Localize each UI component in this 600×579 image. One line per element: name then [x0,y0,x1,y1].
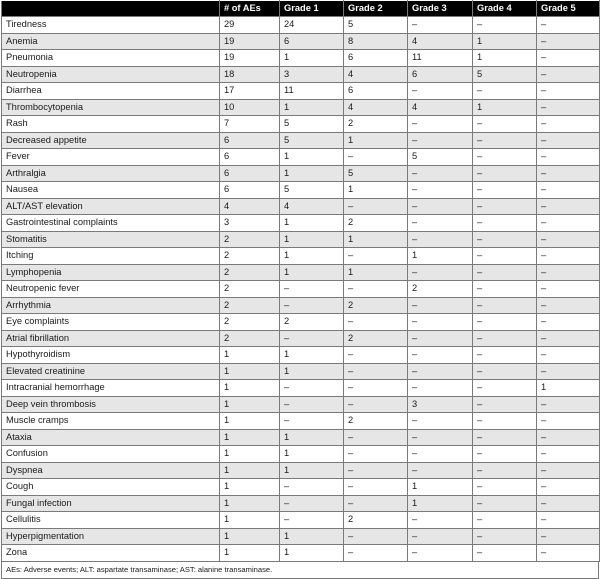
table-cell: – [473,116,537,133]
adverse-event-name: Arthralgia [2,165,220,182]
table-row [2,281,600,298]
table-cell: – [537,413,600,430]
adverse-event-name: Muscle cramps [2,413,220,430]
table-cell: – [344,281,408,298]
table-row [2,83,600,100]
table-row [2,446,600,463]
table-header [2,1,600,17]
table-cell: – [408,83,473,100]
adverse-event-name: Thrombocytopenia [2,99,220,116]
table-cell: 1 [220,380,280,397]
table-cell: 6 [344,83,408,100]
adverse-event-name: Anemia [2,33,220,50]
table-cell: – [537,99,600,116]
table-body [2,17,600,562]
table-cell: – [280,297,344,314]
table-cell: 1 [220,512,280,529]
table-cell: 6 [220,149,280,166]
table-cell: – [473,248,537,265]
table-cell: 1 [220,545,280,562]
table-cell: 2 [344,512,408,529]
table-cell: 5 [344,17,408,34]
table-cell: – [408,413,473,430]
table-cell: 1 [220,413,280,430]
table-cell: 19 [220,50,280,67]
table-cell: 3 [220,215,280,232]
table-cell: 2 [220,281,280,298]
table-cell: – [537,83,600,100]
table-cell: 4 [344,66,408,83]
table-cell: – [537,215,600,232]
table-cell: – [537,33,600,50]
table-row [2,495,600,512]
table-cell: – [408,429,473,446]
adverse-event-name: Rash [2,116,220,133]
table-cell: 1 [280,99,344,116]
table-cell: – [473,380,537,397]
table-cell: – [344,545,408,562]
header-row [2,1,600,17]
table-cell: – [408,347,473,364]
table-cell: – [344,495,408,512]
table-cell: – [537,198,600,215]
table-cell: 11 [408,50,473,67]
table-cell: 2 [408,281,473,298]
table-cell: – [344,462,408,479]
table-cell: – [537,66,600,83]
table-cell: 4 [408,33,473,50]
table-row [2,132,600,149]
adverse-events-table [1,0,600,562]
table-cell: – [344,198,408,215]
adverse-event-name: Stomatitis [2,231,220,248]
table-cell: – [473,363,537,380]
table-cell: – [473,165,537,182]
adverse-event-name: Hypothyroidism [2,347,220,364]
table-row [2,512,600,529]
table-cell: 6 [220,165,280,182]
table-cell: 10 [220,99,280,116]
table-cell: – [473,231,537,248]
adverse-event-name: Eye complaints [2,314,220,331]
table-cell: 5 [408,149,473,166]
adverse-event-name: Diarrhea [2,83,220,100]
table-row [2,33,600,50]
table-cell: 2 [344,215,408,232]
table-cell: – [537,528,600,545]
table-cell: – [280,396,344,413]
table-cell: – [473,83,537,100]
column-header-1: # of AEs [220,1,280,17]
table-cell: 1 [280,149,344,166]
table-cell: – [344,396,408,413]
table-cell: – [537,17,600,34]
table-cell: – [280,330,344,347]
table-row [2,149,600,166]
adverse-event-name: Itching [2,248,220,265]
table-cell: 11 [280,83,344,100]
table-cell: 1 [344,182,408,199]
table-cell: 8 [344,33,408,50]
table-cell: – [537,545,600,562]
table-row [2,231,600,248]
table-cell: 1 [220,446,280,463]
table-row [2,380,600,397]
table-cell: – [473,149,537,166]
table-cell: – [537,479,600,496]
table-cell: – [408,512,473,529]
table-cell: 6 [280,33,344,50]
table-cell: 1 [280,231,344,248]
table-cell: 1 [408,479,473,496]
table-cell: – [537,314,600,331]
table-cell: – [537,132,600,149]
table-cell: 5 [280,182,344,199]
adverse-event-name: Fever [2,149,220,166]
table-cell: – [344,347,408,364]
table-cell: – [280,479,344,496]
adverse-event-name: Gastrointestinal complaints [2,215,220,232]
column-header-4: Grade 3 [408,1,473,17]
table-row [2,330,600,347]
table-cell: 19 [220,33,280,50]
table-cell: – [408,363,473,380]
table-cell: 5 [473,66,537,83]
table-cell: – [473,413,537,430]
table-cell: 1 [280,462,344,479]
table-cell: 4 [280,198,344,215]
table-cell: – [473,330,537,347]
table-cell: 1 [220,479,280,496]
table-cell: – [537,462,600,479]
table-cell: 1 [280,545,344,562]
table-cell: 1 [280,165,344,182]
table-cell: 1 [220,462,280,479]
table-cell: 4 [344,99,408,116]
table-cell: – [408,380,473,397]
table-cell: 2 [280,314,344,331]
table-cell: 2 [344,116,408,133]
table-row [2,545,600,562]
table-cell: – [537,512,600,529]
table-cell: – [537,495,600,512]
table-row [2,165,600,182]
column-header-6: Grade 5 [537,1,600,17]
table-cell: – [408,215,473,232]
table-row [2,116,600,133]
table-row [2,462,600,479]
table-cell: – [473,347,537,364]
adverse-event-name: Cellulitis [2,512,220,529]
adverse-event-name: Fungal infection [2,495,220,512]
table-cell: – [408,545,473,562]
table-cell: – [537,116,600,133]
table-cell: – [473,314,537,331]
table-cell: 4 [408,99,473,116]
table-cell: 1 [344,132,408,149]
table-row [2,248,600,265]
adverse-event-name: Neutropenic fever [2,281,220,298]
table-cell: – [473,132,537,149]
table-cell: – [537,165,600,182]
table-cell: 1 [537,380,600,397]
table-cell: 5 [280,116,344,133]
adverse-event-name: ALT/AST elevation [2,198,220,215]
table-cell: – [344,363,408,380]
table-row [2,314,600,331]
table-cell: 1 [344,264,408,281]
adverse-event-name: Nausea [2,182,220,199]
table-row [2,264,600,281]
table-cell: – [537,231,600,248]
table-cell: 1 [408,248,473,265]
table-row [2,429,600,446]
table-row [2,413,600,430]
table-cell: – [344,528,408,545]
table-cell: 1 [473,33,537,50]
column-header-5: Grade 4 [473,1,537,17]
table-cell: 1 [344,231,408,248]
table-cell: – [473,528,537,545]
table-row [2,66,600,83]
table-cell: – [473,396,537,413]
table-cell: – [344,314,408,331]
table-cell: – [473,198,537,215]
table-cell: 1 [280,50,344,67]
table-row [2,347,600,364]
table-cell: – [408,264,473,281]
table-row [2,297,600,314]
table-cell: – [537,396,600,413]
table-cell: – [408,297,473,314]
table-cell: – [408,198,473,215]
table-cell: – [537,446,600,463]
table-cell: 1 [280,215,344,232]
table-cell: 1 [473,50,537,67]
table-cell: – [408,132,473,149]
table-cell: – [537,363,600,380]
table-cell: 24 [280,17,344,34]
table-cell: – [537,330,600,347]
table-cell: – [344,429,408,446]
adverse-event-name: Zona [2,545,220,562]
table-cell: 6 [344,50,408,67]
adverse-event-name: Neutropenia [2,66,220,83]
table-cell: – [408,314,473,331]
table-cell: 1 [280,347,344,364]
table-cell: – [344,149,408,166]
table-cell: – [537,248,600,265]
column-header-2: Grade 1 [280,1,344,17]
table-cell: – [537,264,600,281]
table-cell: – [344,248,408,265]
table-cell: 2 [344,330,408,347]
adverse-event-name: Tiredness [2,17,220,34]
table-cell: – [473,429,537,446]
table-cell: 4 [220,198,280,215]
adverse-event-name: Decreased appetite [2,132,220,149]
table-cell: 6 [408,66,473,83]
table-cell: – [473,297,537,314]
table-cell: – [537,182,600,199]
table-cell: 1 [280,446,344,463]
table-cell: 29 [220,17,280,34]
table-row [2,396,600,413]
table-cell: 7 [220,116,280,133]
table-cell: – [280,495,344,512]
table-cell: 2 [220,297,280,314]
table-row [2,182,600,199]
table-cell: 3 [280,66,344,83]
adverse-event-name: Arrhythmia [2,297,220,314]
column-header-3: Grade 2 [344,1,408,17]
adverse-events-table-container [1,0,599,579]
table-cell: – [408,446,473,463]
table-cell: – [473,479,537,496]
table-cell: – [537,149,600,166]
table-row [2,198,600,215]
adverse-event-name: Atrial fibrillation [2,330,220,347]
adverse-event-name: Pneumonia [2,50,220,67]
table-cell: – [473,182,537,199]
table-cell: – [537,281,600,298]
table-cell: – [473,462,537,479]
table-row [2,528,600,545]
adverse-event-name: Lymphopenia [2,264,220,281]
adverse-event-name: Confusion [2,446,220,463]
table-cell: – [537,50,600,67]
table-cell: 6 [220,182,280,199]
table-cell: – [537,297,600,314]
table-cell: 1 [280,363,344,380]
table-cell: 2 [220,264,280,281]
table-cell: – [408,182,473,199]
table-row [2,479,600,496]
table-cell: 1 [220,495,280,512]
table-cell: – [473,17,537,34]
table-footnote: AEs: Adverse events; ALT: aspartate transaminase; AST: alanine transaminase. [1,562,599,579]
adverse-event-name: Intracranial hemorrhage [2,380,220,397]
table-cell: – [537,347,600,364]
table-cell: – [408,165,473,182]
adverse-event-name: Elevated creatinine [2,363,220,380]
table-cell: 17 [220,83,280,100]
table-row [2,50,600,67]
table-cell: 1 [408,495,473,512]
table-cell: – [408,330,473,347]
table-cell: – [537,429,600,446]
table-cell: – [280,281,344,298]
table-cell: 2 [220,330,280,347]
table-cell: – [280,413,344,430]
table-cell: – [408,17,473,34]
table-cell: 1 [280,429,344,446]
adverse-event-name: Deep vein thrombosis [2,396,220,413]
table-cell: – [408,462,473,479]
table-cell: 2 [220,231,280,248]
table-cell: – [473,215,537,232]
table-cell: – [344,479,408,496]
adverse-event-name: Cough [2,479,220,496]
table-row [2,99,600,116]
table-cell: 1 [280,264,344,281]
table-cell: – [473,446,537,463]
table-cell: – [408,116,473,133]
adverse-event-name: Hyperpigmentation [2,528,220,545]
table-cell: 5 [280,132,344,149]
table-row [2,17,600,34]
table-cell: – [408,231,473,248]
table-cell: 1 [220,347,280,364]
table-cell: – [473,495,537,512]
table-cell: – [473,264,537,281]
table-cell: 1 [280,248,344,265]
table-cell: 2 [220,314,280,331]
table-cell: 5 [344,165,408,182]
table-row [2,363,600,380]
table-cell: 6 [220,132,280,149]
table-cell: 2 [220,248,280,265]
table-cell: – [473,545,537,562]
table-cell: 3 [408,396,473,413]
table-cell: 1 [220,528,280,545]
table-cell: – [473,281,537,298]
table-cell: 1 [220,396,280,413]
table-cell: 18 [220,66,280,83]
table-cell: – [344,380,408,397]
table-cell: 1 [280,528,344,545]
table-row [2,215,600,232]
table-cell: 1 [220,363,280,380]
table-cell: 2 [344,297,408,314]
table-cell: – [280,512,344,529]
table-cell: 2 [344,413,408,430]
table-cell: – [408,528,473,545]
column-header-0 [2,1,220,17]
table-cell: – [344,446,408,463]
table-cell: 1 [473,99,537,116]
adverse-event-name: Ataxia [2,429,220,446]
table-cell: – [473,512,537,529]
table-cell: – [280,380,344,397]
table-cell: 1 [220,429,280,446]
adverse-event-name: Dyspnea [2,462,220,479]
